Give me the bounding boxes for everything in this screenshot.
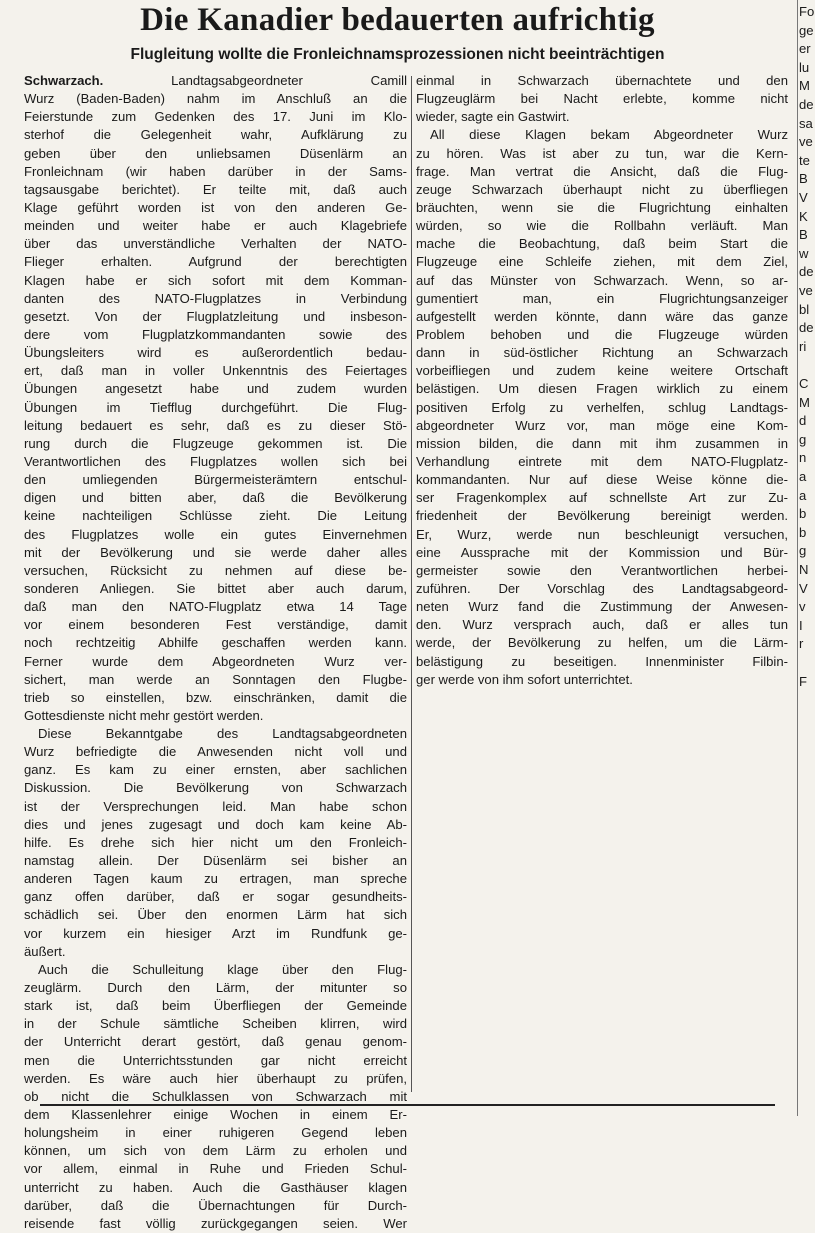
text-line: vor allem, einmal in Ruhe und Frieden Schul-	[24, 1161, 407, 1177]
text-line: versuchen, Rücksicht zu nehmen auf diese be-	[24, 562, 407, 578]
text-line: germeister sowie den Verantwortlichen herbei-	[416, 562, 788, 578]
edge-text-fragment: I	[799, 617, 803, 633]
text-line: holungsheim in einer ruhigeren Gegend leben	[24, 1125, 407, 1141]
edge-text-fragment: V	[799, 580, 808, 596]
text-line: Wurz befriedigte die Anwesenden nicht voll und	[24, 744, 407, 760]
text-line: ob nicht die Schulklassen von Schwarzach mit	[24, 1088, 407, 1104]
text-line: Ferner wurde dem Abgeordneten Wurz ver-	[24, 653, 407, 669]
edge-text-fragment: K	[799, 208, 808, 224]
text-line: stark ist, daß beim Überfliegen der Gemeinde	[24, 998, 407, 1014]
text-line: daß man den NATO-Flugplatz etwa 14 Tage	[24, 599, 407, 615]
text-line: der Unterricht derart gestört, daß genau genom-	[24, 1034, 407, 1050]
adjacent-article-edge	[797, 0, 815, 1116]
text-line: noch rechtzeitig Abhilfe geschaffen werden kann.	[24, 635, 407, 651]
edge-text-fragment: a	[799, 487, 807, 503]
edge-text-fragment: g	[799, 543, 807, 559]
text-line: Wurz (Baden-Baden) nahm im Anschluß an die	[24, 91, 407, 107]
text-line: zeuglärm. Durch den Lärm, der mitunter so	[24, 980, 407, 996]
text-line: vor einem besonderen Fest verständige, damit	[24, 617, 407, 633]
column-divider	[411, 76, 412, 1092]
text-line: Problem behoben und die Flugzeuge würden	[416, 326, 788, 342]
text-line: können, um sich von dem Lärm zu erholen und	[24, 1143, 407, 1159]
edge-text-fragment: lu	[799, 59, 810, 75]
text-line: dies und jenes zugesagt und doch kam keine Ab-	[24, 816, 407, 832]
edge-text-fragment: er	[799, 41, 811, 57]
edge-text-fragment: d	[799, 413, 807, 429]
text-line: meinden und weiter habe er auch Klagebriefe	[24, 218, 407, 234]
text-line: digen und bitten aber, daß die Bevölkerung	[24, 490, 407, 506]
text-line: Fronleichnam (wir haben darüber in der Sams-	[24, 163, 407, 179]
edge-text-fragment: bl	[799, 301, 810, 317]
text-line: zuführen. Der Vorschlag des Landtagsabgeord-	[416, 580, 788, 596]
text-line: rung durch die Flugzeuge gekommen ist. Die	[24, 435, 407, 451]
edge-text-fragment: ve	[799, 283, 813, 298]
edge-text-fragment: n	[799, 450, 807, 466]
text-line: des Flugplatzes wolle ein gutes Einvernehmen	[24, 526, 407, 542]
text-line: abgeordneter Wurz vor, man möge eine Kom-	[416, 417, 788, 433]
text-line: würden, so wie die Rollbahn verläuft. Man	[416, 218, 788, 234]
edge-text-fragment: w	[799, 245, 809, 261]
edge-text-fragment: Fo	[799, 4, 815, 19]
text-line: Klage geführt worden ist von den anderen Ge-	[24, 199, 407, 215]
text-line: auf das Münster von Schwarzach. Wenn, so ar-	[416, 272, 788, 288]
text-line: sterhof die Gelegenheit wahr, Aufklärung zu	[24, 127, 407, 143]
text-line: gesetzt. Von der Flugplatzleitung und insbeson-	[24, 308, 407, 324]
text-line: sonderen Anliegen. Sie bittet aber auch darum,	[24, 580, 407, 596]
text-line: wieder, sagte ein Gastwirt.	[416, 109, 570, 125]
text-line: danten des NATO-Flugplatzes in Verbindung	[24, 290, 407, 306]
text-line: äußert.	[24, 943, 66, 959]
text-line: Diskussion. Die Bevölkerung von Schwarzach	[24, 780, 407, 796]
edge-text-fragment: r	[799, 636, 804, 652]
text-line: unterricht zu haben. Auch die Gasthäuser klagen	[24, 1179, 407, 1195]
text-line: hilfe. Es drehe sich hier nicht um den Fronleich-	[24, 834, 407, 850]
article-column-1	[24, 72, 407, 1233]
text-line: mission bilden, die dann mit ihm zusammen in	[416, 435, 788, 451]
text-line: werde, der Bevölkerung zu helfen, um die Lärm-	[416, 635, 788, 651]
text-line: den. Wurz versprach auch, daß er alles tun	[416, 617, 788, 633]
text-line: Schwarzach. Landtagsabgeordneter Camill	[24, 73, 407, 88]
text-line: kommandanten. Nur auf diese Weise könne die-	[416, 472, 788, 488]
text-line: Flugzeuge eine Schleife ziehen, mit dem Ziel,	[416, 254, 788, 270]
text-line: Klagen habe er sich sofort mit dem Komman-	[24, 272, 407, 288]
text-line: geben über den unliebsamen Düsenlärm an	[24, 145, 407, 161]
article-column-2	[416, 72, 788, 689]
text-line: reisende fast völlig zurückgegangen seien. Wer	[24, 1215, 407, 1231]
text-line: tagsausgabe berichtet). Er teilte mit, daß auch	[24, 181, 407, 197]
text-line: werden. Es wäre auch hier überhaupt zu prüfen,	[24, 1070, 407, 1086]
edge-text-fragment: de	[799, 97, 814, 112]
text-line: frage. Man vertrat die Ansicht, daß die Flug-	[416, 163, 788, 179]
edge-text-fragment: M	[799, 78, 810, 94]
edge-text-fragment: M	[799, 394, 810, 410]
text-line: vor kurzem ein hiesiger Arzt im Rundfunk ge-	[24, 925, 407, 941]
text-line: Gottesdienste nicht mehr gestört werden.	[24, 707, 264, 723]
text-line: dere vom Flugplatzkommandanten sowie des	[24, 326, 407, 342]
text-line: Übungen angesetzt habe und zudem wurden	[24, 381, 407, 397]
edge-text-fragment: b	[799, 524, 807, 540]
text-line: den umliegenden Bürgermeisterämtern entschul-	[24, 472, 407, 488]
subheadline: Flugleitung wollte die Fronleichnamsprozessionen nicht beeinträchtigen	[130, 46, 665, 63]
text-line: aufgestellt werden könnte, dann wäre das ganze	[416, 308, 788, 324]
text-line: Übungen im Tiefflug durchgeführt. Die Flug-	[24, 399, 407, 415]
text-line: Diese Bekanntgabe des Landtagsabgeordneten	[38, 726, 407, 742]
text-line: einmal in Schwarzach übernachtete und den	[416, 73, 788, 88]
text-line: leitung bedauert es sehr, daß es zu dieser Stö-	[24, 417, 407, 433]
text-line: belästigen. Um diesen Fragen wirklich zu einem	[416, 381, 788, 397]
text-line: ert, daß man in voller Unkenntnis des Feiertages	[24, 363, 407, 379]
text-line: darüber, daß die Übernachtungen für Durch-	[24, 1197, 407, 1213]
text-line: über das unverständliche Verhalten der NATO-	[24, 236, 407, 252]
text-line: ganz offen darüber, daß er sogar gesundheits-	[24, 889, 407, 905]
text-line: mit der Bevölkerung und sie werde daher alles	[24, 544, 407, 560]
text-line: positiven Erfolg zu verhelfen, schlug Landtags-	[416, 399, 788, 415]
edge-text-fragment: de	[799, 320, 814, 336]
edge-text-fragment: sa	[799, 115, 813, 131]
edge-text-fragment: ri	[799, 338, 807, 354]
text-line: Verhandlung eintrete mit dem NATO-Flugplatz-	[416, 453, 788, 469]
text-line: mache die Beobachtung, daß beim Start die	[416, 236, 788, 252]
text-line: anderen Tagen kaum zu ertragen, man spreche	[24, 871, 407, 887]
text-line: in der Schule sämtliche Scheiben klirren, wird	[24, 1016, 407, 1032]
text-line: friedenheit der Bevölkerung bereinigt werden.	[416, 508, 788, 524]
text-line: ist der Versprechungen leid. Man habe schon	[24, 798, 407, 814]
edge-text-fragment: de	[799, 264, 814, 280]
text-line: All diese Klagen bekam Abgeordneter Wurz	[430, 127, 788, 143]
text-line: men die Unterrichtsstunden gar nicht erreicht	[24, 1052, 407, 1068]
edge-text-fragment: V	[799, 190, 808, 205]
text-line: belästigung zu beseitigen. Innenminister Filbin-	[416, 653, 788, 669]
text-line: dem Klassenlehrer einige Wochen in einem Er-	[24, 1107, 407, 1123]
text-line: ger werde von ihm sofort unterrichtet.	[416, 671, 633, 687]
text-line: trieb so einstellen, bzw. einschränken, damit die	[24, 689, 407, 705]
edge-text-fragment: g	[799, 431, 807, 447]
edge-text-fragment: te	[799, 152, 810, 168]
text-line: Flugzeuglärm bei Nacht erlebte, komme nicht	[416, 91, 788, 107]
text-line: zu hören. Was ist aber zu tun, war die Kern-	[416, 145, 788, 161]
text-line: Feierstunde zum Gedenken des 17. Juni im Klo-	[24, 109, 407, 125]
text-line: keine nachteiligen Schlüsse zieht. Die Leitung	[24, 508, 407, 524]
edge-text-fragment: B	[799, 227, 808, 243]
text-line: ganz. Es kam zu einer ernsten, aber sachlichen	[24, 762, 407, 778]
text-line: zeuge Schwarzach überhaupt nicht zu überfliegen	[416, 181, 788, 197]
edge-text-fragment: B	[799, 171, 808, 187]
text-line: eine Aussprache mit der Kommission und Bür-	[416, 544, 788, 560]
text-line: Verantwortlichen des Flugplatzes wollen sich bei	[24, 453, 407, 469]
edge-text-fragment: a	[799, 469, 807, 484]
text-line: gumentiert man, ein Flugrichtungsanzeiger	[416, 290, 788, 306]
edge-text-fragment: b	[799, 506, 807, 522]
text-line: sichert, man werde an Sonntagen den Flugbe-	[24, 671, 407, 687]
edge-text-fragment: v	[799, 599, 806, 615]
text-line: ser Fragenkomplex auf schnellste Art zur Zu-	[416, 490, 788, 506]
text-line: vorbeifliegen und zudem keine weitere Ortschaft	[416, 363, 788, 379]
text-line: dann in süd-östlicher Richtung an Schwarzach	[416, 345, 788, 361]
edge-text-fragment: N	[799, 562, 809, 577]
edge-text-fragment: C	[799, 376, 809, 391]
text-line: Auch die Schulleitung klage über den Flug-	[38, 961, 407, 977]
edge-text-fragment: ve	[799, 134, 813, 150]
edge-text-fragment: F	[799, 673, 807, 689]
bottom-rule	[40, 1104, 775, 1106]
text-line: neten Wurz fand die Zustimmung der Anwesen-	[416, 599, 788, 615]
text-line: Flieger erhalten. Aufgrund der berechtigten	[24, 254, 407, 270]
text-line: Übungsleiters wird es außerordentlich bedau-	[24, 345, 407, 361]
text-line: Er, Wurz, werde nun beschleunigt versuchen,	[416, 526, 788, 542]
headline: Die Kanadier bedauerten aufrichtig	[140, 2, 655, 38]
text-line: bräuchten, wenn sie die Flugrichtung einhalten	[416, 199, 788, 215]
text-line: schädlich sei. Über den enormen Lärm hat sich	[24, 907, 407, 923]
edge-text-fragment: ge	[799, 22, 814, 38]
text-line: namstag allein. Der Düsenlärm sei bisher an	[24, 853, 407, 869]
